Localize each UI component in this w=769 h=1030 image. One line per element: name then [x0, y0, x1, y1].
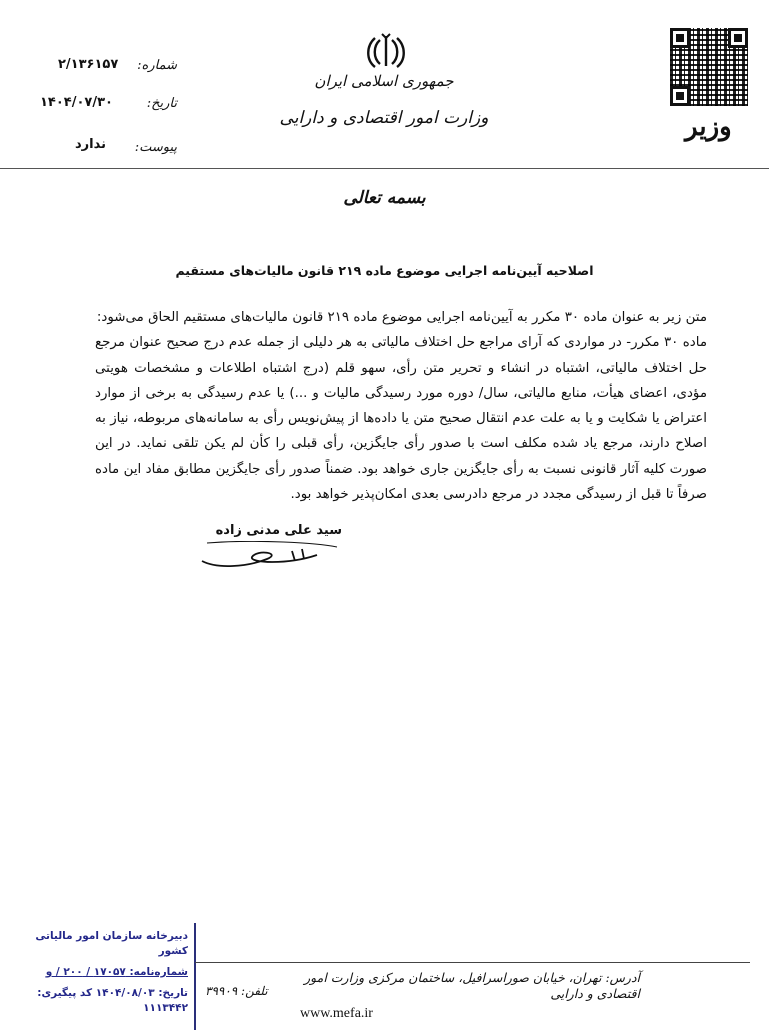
document-content [95, 305, 707, 573]
paragraph: متن زیر به عنوان ماده ۳۰ مکرر به آیین‌نامه اجرایی موضوع ماده ۲۱۹ قانون مالیات‌های مستقیم الحاق می‌شود: [96, 310, 707, 325]
footer-address: آدرس: تهران، خیابان صوراسرافیل، ساختمان مرکزی وزارت امور اقتصادی و دارایی [304, 970, 640, 1001]
document-title: اصلاحیه آیین‌نامه اجرایی موضوع ماده ۲۱۹ قانون مالیات‌های مستقیم [175, 263, 594, 278]
attachment-value: ندارد [75, 137, 107, 152]
date-label: تاریخ: [146, 96, 177, 111]
signature-block [192, 523, 342, 573]
invocation: بسمه تعالی [343, 188, 426, 208]
paragraph: ماده ۳۰ مکرر- در مواردی که آرای مراجع حل اختلاف مالیاتی به هر دلیلی از جمله عدم درج صحیح عنوان مرجع حل اختلاف مالیاتی، اشتباه در انشاء و تحریر متن رأی، سهو قلم (درج اشتباه اطلاعات و مشخصات هویتی مؤدی، اعضای هیأت، منابع مالیاتی، سال/ دوره مورد رسیدگی مالیات و ...) یا عدم رسیدگی به برخی از موارد اعتراض یا شکایت و یا به علت عدم انتقال صحیح متن یا داده‌ها از پیش‌نویس رأی به سامانه‌های مربوطه، نیاز به اصلاح دارند، مرجع یاد شده مکلف است با صدور رأی جایگزین، رأی قبلی را کأن لم یکن تلقی نماید. در این صورت کلیه آثار قانونی نسبت به رأی جایگزین جاری خواهد بود. ضمناً صدور رأی جایگزین مطابق مفاد این ماده صرفاً تا قبل از رسیدگی مجدد در مرجع دادرسی بعدی امکان‌پذیر خواهد بود. [95, 335, 707, 503]
qr-code [670, 28, 748, 106]
stamp-line: تاریخ: ۱۴۰۴/۰۸/۰۳ کد پیگیری: ۱۱۱۳۴۴۲ [37, 987, 188, 1014]
date-value: ۱۴۰۴/۰۷/۳۰ [40, 95, 113, 110]
country-name: جمهوری اسلامی ایران [314, 72, 454, 90]
ministry-name: وزارت امور اقتصادی و دارایی [279, 108, 489, 128]
footer-divider [195, 962, 750, 963]
number-label: شماره: [137, 58, 177, 73]
signature [197, 541, 342, 571]
signatory-name: سید علی مدنی زاده [215, 523, 342, 539]
iran-emblem-icon [365, 32, 407, 72]
number-value: ۲/۱۳۶۱۵۷ [58, 57, 119, 72]
header-divider [0, 168, 769, 169]
footer-phone: تلفن: ۳۹۹۰۹ [205, 984, 268, 998]
stamp-line: دبیرخانه سازمان امور مالیاتی کشور [35, 930, 188, 957]
office-title: وزیر [685, 112, 732, 142]
stamp-line: شماره‌نامه: ۱۷۰۵۷ / ۲۰۰ / و [45, 966, 188, 978]
document-body [95, 305, 707, 507]
attachment-label: پیوست: [134, 140, 177, 155]
secretariat-stamp [12, 923, 196, 1030]
footer-website[interactable]: www.mefa.ir [300, 1006, 373, 1021]
